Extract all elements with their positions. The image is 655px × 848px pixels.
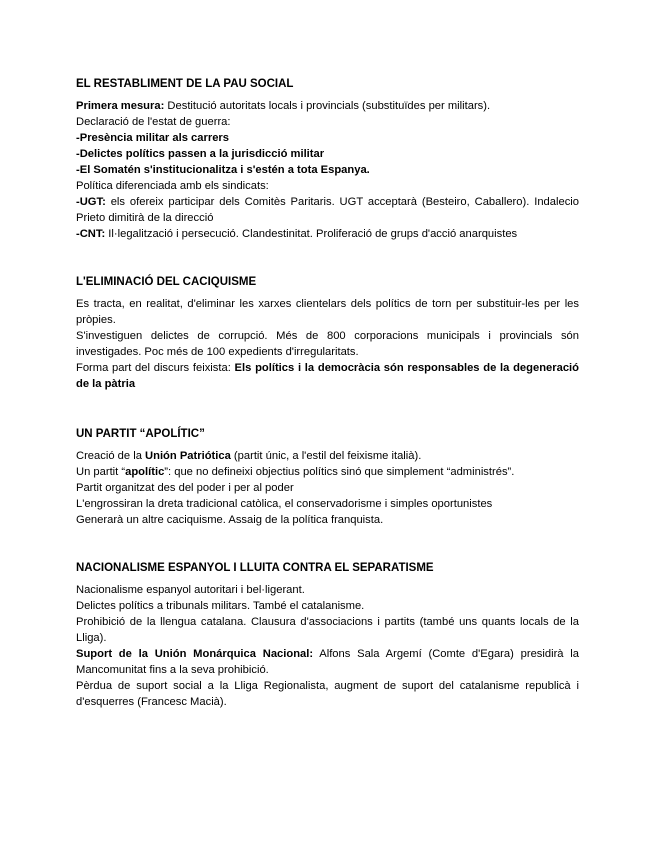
paragraph: Política diferenciada amb els sindicats: [76, 180, 269, 192]
bold-item: -Presència militar als carrers [76, 132, 229, 144]
paragraph: L'engrossiran la dreta tradicional catòlica, el conservadorisme i simples oportunistes [76, 498, 493, 510]
paragraph [76, 464, 579, 480]
bold-term: Unión Patriótica [145, 450, 231, 462]
paragraph: Nacionalisme espanyol autoritari i bel·ligerant. [76, 584, 305, 596]
paragraph: Declaració de l'estat de guerra: [76, 116, 231, 128]
section-heading: NACIONALISME ESPANYOL I LLUITA CONTRA EL SEPARATISME [76, 562, 434, 574]
bold-label: -UGT: [76, 196, 106, 208]
section-heading: L'ELIMINACIÓ DEL CACIQUISME [76, 276, 257, 288]
paragraph-text: Forma part del discurs feixista: [76, 362, 235, 374]
paragraph-text: Il·legalització i persecució. Clandestinitat. Proliferació de grups d'acció anarquistes [105, 228, 518, 240]
paragraph: Es tracta, en realitat, d'eliminar les xarxes clientelars dels polítics de torn per substituir-les per les pròpies. [76, 298, 579, 326]
paragraph-text: (partit únic, a l'estil del feixisme italià). [230, 450, 422, 462]
bold-label: Primera mesura: [76, 100, 165, 112]
paragraph-text: Alfons Sala Argemí (Comte d'Egara) presidirà la Mancomunitat fins a la seva prohibició. [76, 648, 579, 676]
bold-label: Suport de la Unión Monárquica Nacional: [76, 648, 314, 660]
paragraph-text: els ofereix participar dels Comitès Paritaris. UGT acceptarà (Besteiro, Caballero). Indalecio Prieto dimitirà de la direcció [76, 196, 579, 224]
paragraph [76, 646, 579, 678]
paragraph: Delictes polítics a tribunals militars. També el catalanisme. [76, 600, 365, 612]
paragraph: Prohibició de la llengua catalana. Clausura d'associacions i partits (també uns quants locals de la Lliga). [76, 616, 579, 644]
bold-term: apolític [125, 466, 165, 478]
bold-label: -CNT: [76, 228, 106, 240]
paragraph: S'investiguen delictes de corrupció. Més de 800 corporacions municipals i provincials són investigades. Poc més de 100 expedients d'irregularitats. [76, 330, 579, 358]
section-nacionalisme [76, 560, 579, 710]
paragraph-text: ”: que no defineixi objectius polítics sinó que simplement “administrés”. [164, 466, 515, 478]
bold-statement: Els polítics i la democràcia són responsables de la degeneració de la pàtria [76, 362, 579, 390]
paragraph-text: Creació de la [76, 450, 146, 462]
bold-item: -El Somatén s'institucionalitza i s'estén a tota Espanya. [76, 164, 370, 176]
section-partit-apolitic [76, 426, 579, 528]
section-pau-social [76, 76, 579, 242]
paragraph [76, 226, 579, 242]
paragraph: Partit organitzat des del poder i per al poder [76, 482, 294, 494]
section-heading: EL RESTABLIMENT DE LA PAU SOCIAL [76, 78, 294, 90]
paragraph-text: Un partit “ [76, 466, 126, 478]
paragraph [76, 194, 579, 226]
paragraph [76, 448, 579, 464]
paragraph: Generarà un altre caciquisme. Assaig de la política franquista. [76, 514, 384, 526]
paragraph: Pèrdua de suport social a la Lliga Regionalista, augment de suport del catalanisme republicà i d'esquerres (Francesc Macià). [76, 680, 579, 708]
paragraph [76, 98, 579, 114]
bold-item: -Delictes polítics passen a la jurisdicció militar [76, 148, 325, 160]
section-caciquisme [76, 274, 579, 392]
paragraph-text: Destitució autoritats locals i provincials (substituïdes per militars). [164, 100, 491, 112]
section-heading: UN PARTIT “APOLÍTIC” [76, 428, 205, 440]
paragraph [76, 360, 579, 392]
